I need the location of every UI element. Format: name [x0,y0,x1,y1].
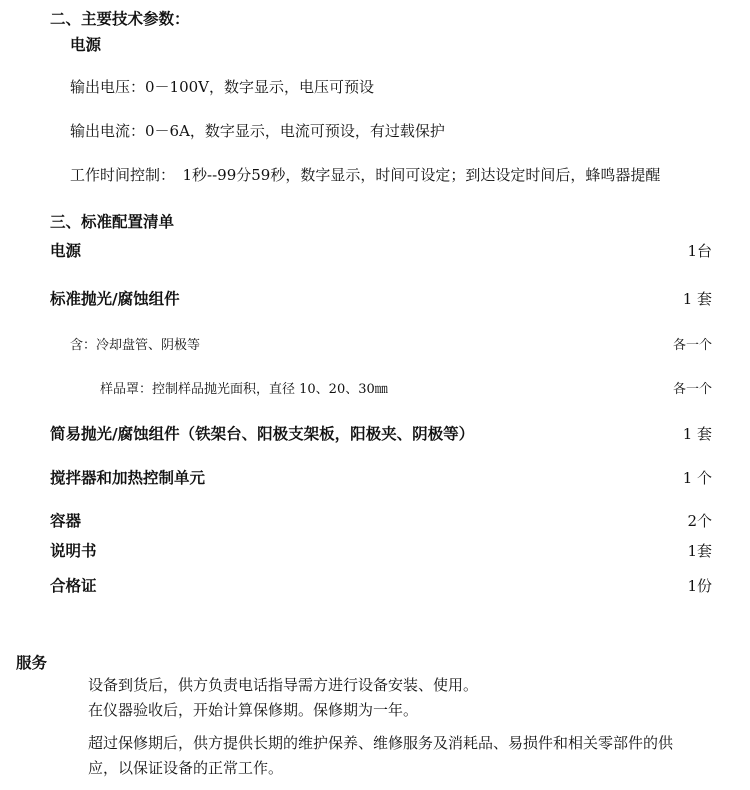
config-item-qty: 1台 [687,242,712,260]
config-item-name: 样品罩：控制样品抛光面积，直径 10、20、30㎜ [100,382,388,397]
config-item-qty: 各一个 [672,382,712,397]
config-item-qty: 1份 [687,577,712,595]
config-item-name: 含：冷却盘管、阴极等 [70,338,201,353]
service-line-1: 设备到货后，供方负责电话指导需方进行设备安装、使用。 [88,676,479,694]
service-heading: 服务 [16,654,48,672]
output-voltage-spec: 输出电压：0－100V，数字显示，电压可预设 [70,78,375,96]
service-line-2: 在仪器验收后，开始计算保修期。保修期为一年。 [88,701,419,719]
config-item-name: 容器 [50,512,82,530]
config-item-qty: 1 套 [682,290,712,308]
config-item-qty: 1套 [687,542,712,560]
config-item-qty: 1 套 [682,425,712,443]
timer-control-spec: 工作时间控制： 1秒--99分59秒，数字显示，时间可设定；到达设定时间后，蜂鸣器提醒 [70,166,661,184]
config-item-name: 搅拌器和加热控制单元 [50,469,206,487]
config-item-name: 说明书 [50,542,97,560]
config-item-qty: 1 个 [682,469,712,487]
config-item-qty: 各一个 [672,338,712,353]
service-line-3: 超过保修期后，供方提供长期的维护保养、维修服务及消耗品、易损件和相关零部件的供 [88,734,674,752]
config-item-qty: 2个 [687,512,712,530]
config-item-name: 简易抛光/腐蚀组件（铁架台、阳极支架板，阳极夹、阴极等） [50,425,475,443]
service-line-4: 应，以保证设备的正常工作。 [88,759,284,777]
section-3-heading: 三、标准配置清单 [50,213,175,231]
section-2-heading: 二、主要技术参数： [50,10,190,28]
config-item-name: 合格证 [50,577,97,595]
config-item-name: 标准抛光/腐蚀组件 [50,290,180,308]
config-item-name: 电源 [50,242,82,260]
power-heading: 电源 [70,36,102,54]
output-current-spec: 输出电流：0－6A，数字显示，电流可预设，有过载保护 [70,122,445,140]
